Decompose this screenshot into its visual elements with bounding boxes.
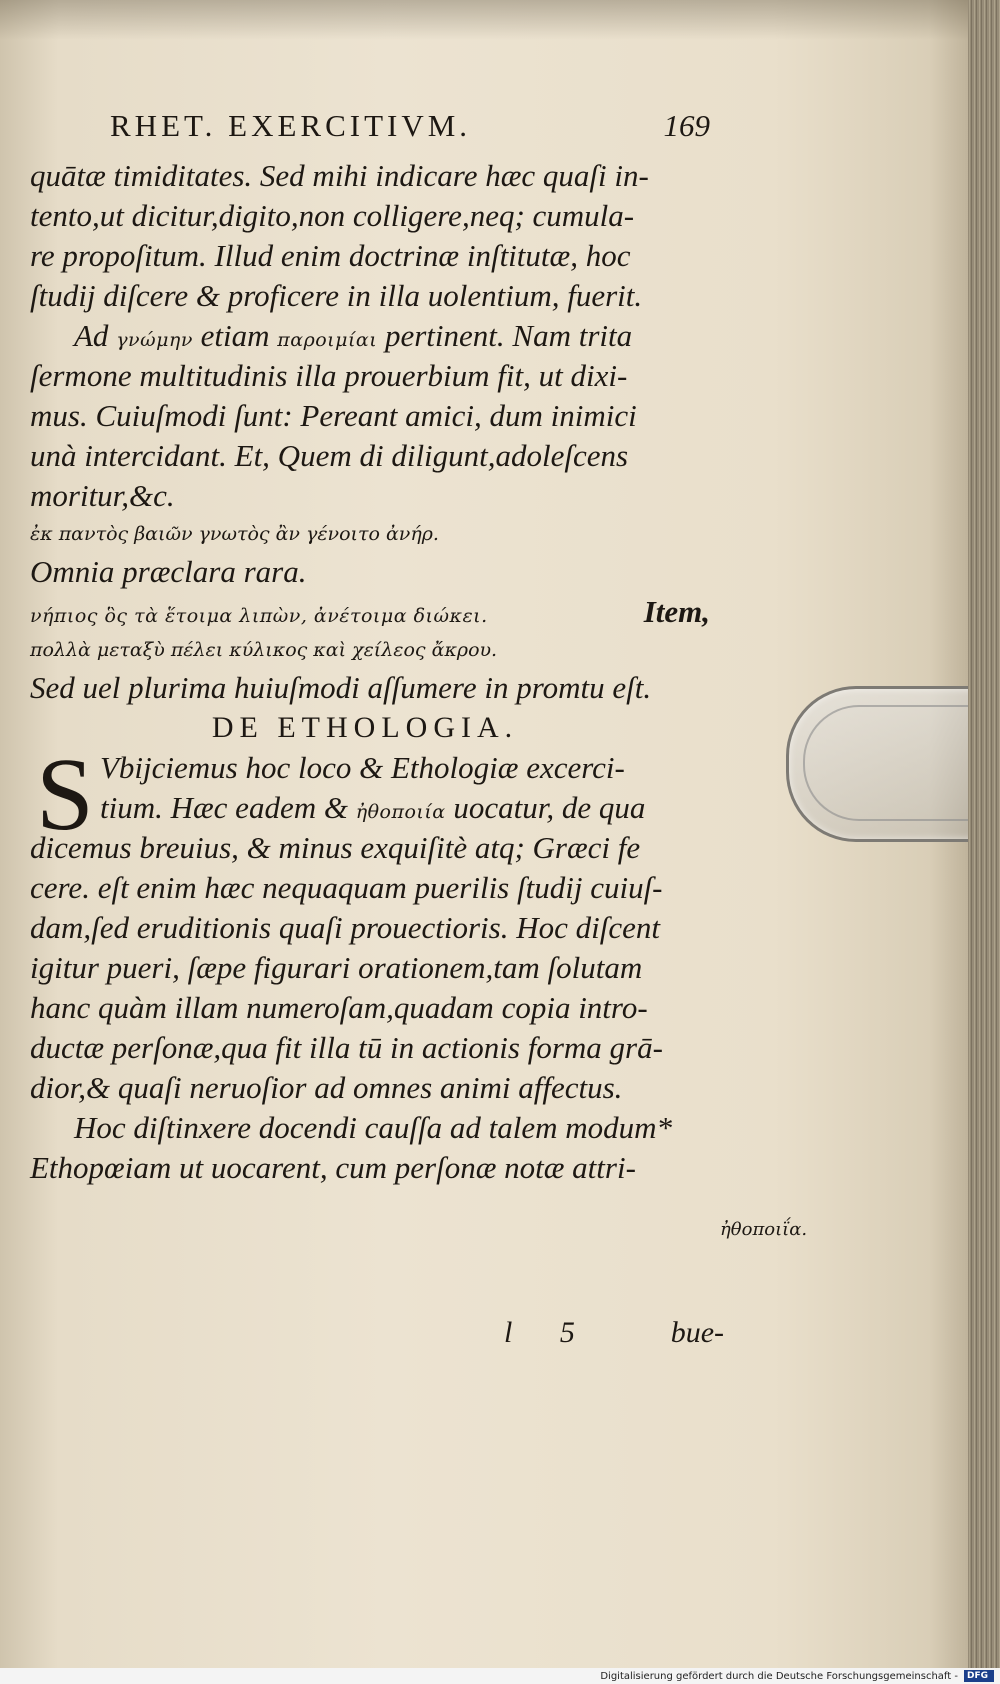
greek-word: γνώμην <box>116 329 193 351</box>
greek-proverb-row <box>30 592 720 632</box>
dfg-logo: DFG <box>964 1670 994 1682</box>
page-edge-stack <box>968 0 1000 1668</box>
greek-proverb: ἐκ παντὸς βαιῶν γνωτὸς ἂν γένοιτο ἀνήρ. <box>30 523 439 545</box>
text-column <box>30 156 720 1188</box>
text-fragment: etiam <box>200 318 270 353</box>
running-header <box>110 108 710 144</box>
page-number: 169 <box>663 108 710 143</box>
text-fragment: tium. Hæc eadem & <box>100 790 348 825</box>
latin-proverb: Omnia præclara rara. <box>30 554 307 589</box>
signature-line <box>504 1316 724 1350</box>
catchword: bue- <box>670 1316 724 1349</box>
text-line: unà intercidant. Et, Quem di diligunt,adoleſcens <box>30 438 629 473</box>
text-line: Vbijciemus hoc loco & Ethologiæ excerci- <box>100 750 625 785</box>
greek-proverb: νήπιος ὃς τὰ ἕτοιμα λιπὼν, ἀνέτοιμα διώκει. <box>30 605 488 627</box>
digitization-footer <box>0 1668 1000 1684</box>
text-line: ſtudij diſcere & proficere in illa uolentium, fuerit. <box>30 278 643 313</box>
greek-word: παροιμίαι <box>277 329 378 351</box>
footer-credit: Digitalisierung gefördert durch die Deutsche Forschungsgemeinschaft - <box>600 1670 958 1682</box>
running-title: RHET. EXERCITIVM. <box>110 108 472 143</box>
page-clip-overlay <box>786 686 968 842</box>
text-line: cere. eſt enim hæc nequaquam puerilis ſtudij cuiuſ- <box>30 870 663 905</box>
text-line: Hoc diſtinxere docendi cauſſa ad talem modum* <box>74 1110 673 1145</box>
text-line: mus. Cuiuſmodi ſunt: Pereant amici, dum inimici <box>30 398 637 433</box>
page-clip-inner <box>803 705 968 821</box>
item-label: Item, <box>643 594 710 629</box>
greek-word: ἠθοποιία <box>355 801 446 823</box>
text-fragment: Ad <box>74 318 109 353</box>
text-line: Ethopœiam ut uocarent, cum perſonæ notæ attri- <box>30 1150 636 1185</box>
text-line: igitur pueri, ſæpe figurari orationem,tam ſolutam <box>30 950 643 985</box>
text-line: ductæ perſonæ,qua fit illa tū in actionis forma grā- <box>30 1030 663 1065</box>
text-line: dam,ſed eruditionis quaſi prouectioris. Hoc diſcent <box>30 910 660 945</box>
margin-note-greek: ἠθοποιΐα. <box>720 1219 808 1240</box>
text-line: tento,ut dicitur,digito,non colligere,neq; cumula- <box>30 198 635 233</box>
text-line: quātæ timiditates. Sed mihi indicare hæc quaſi in- <box>30 158 649 193</box>
section-heading: DE ETHOLOGIA. <box>211 711 519 744</box>
drop-capital: S <box>36 737 94 852</box>
text-fragment: pertinent. Nam trita <box>384 318 633 353</box>
text-line: dicemus breuius, & minus exquiſitè atq; Græci fe <box>30 830 641 865</box>
signature-mark: l 5 <box>504 1316 595 1349</box>
text-line: hanc quàm illam numeroſam,quadam copia intro- <box>30 990 648 1025</box>
text-fragment: uocatur, de qua <box>453 790 646 825</box>
text-line-with-greek <box>30 788 720 828</box>
text-line: Sed uel plurima huiuſmodi aſſumere in promtu eſt. <box>30 670 652 705</box>
greek-proverb: πολλὰ μεταξὺ πέλει κύλικος καὶ χείλεος ἄκρου. <box>30 639 498 661</box>
text-line: re propoſitum. Illud enim doctrinæ inſtitutæ, hoc <box>30 238 631 273</box>
text-line: dior,& quaſi neruoſior ad omnes animi affectus. <box>30 1070 623 1105</box>
text-line-with-greek <box>30 316 720 356</box>
text-line: ſermone multitudinis illa prouerbium fit, ut dixi- <box>30 358 628 393</box>
text-line: moritur,&c. <box>30 478 175 513</box>
page-top-shadow <box>0 0 968 40</box>
